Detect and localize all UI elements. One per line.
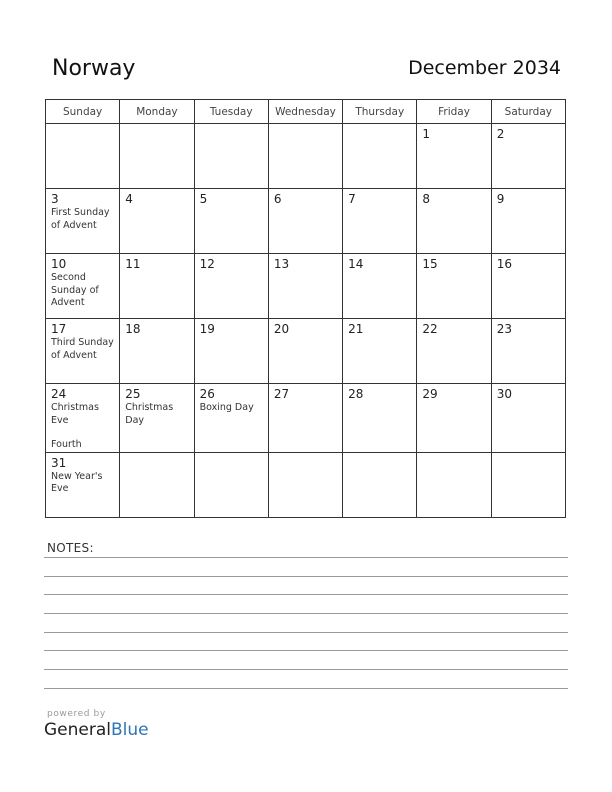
day-cell <box>491 124 565 189</box>
day-number: 7 <box>348 192 356 206</box>
day-number: 29 <box>422 387 438 401</box>
week-row <box>46 254 566 319</box>
day-number: 15 <box>422 257 438 271</box>
note-line <box>44 557 568 558</box>
day-cell <box>343 124 417 189</box>
day-cell <box>417 124 491 189</box>
day-cell <box>343 319 417 384</box>
note-line <box>44 613 568 614</box>
day-cell <box>343 189 417 254</box>
note-line <box>44 576 568 577</box>
weekday-tuesday: Tuesday <box>194 100 268 124</box>
day-number: 26 <box>199 387 215 401</box>
holiday-label: Third Sunday of Advent <box>51 337 114 361</box>
week-row <box>46 452 566 517</box>
week-row <box>46 124 566 189</box>
day-number: 17 <box>51 322 67 336</box>
weekday-header-row <box>46 100 566 124</box>
day-cell <box>417 254 491 319</box>
day-cell <box>46 384 120 453</box>
notes-label: NOTES: <box>47 541 94 555</box>
day-cell <box>194 254 268 319</box>
weekday-sunday: Sunday <box>46 100 120 124</box>
powered-by-text: powered by <box>47 709 106 719</box>
note-line <box>44 650 568 651</box>
day-cell <box>491 254 565 319</box>
day-number: 12 <box>199 257 215 271</box>
week-row <box>46 189 566 254</box>
day-number: 22 <box>422 322 438 336</box>
day-cell <box>343 452 417 517</box>
day-number: 10 <box>51 257 67 271</box>
day-number: 24 <box>51 387 67 401</box>
day-number: 9 <box>496 192 505 206</box>
brand-blue: Blue <box>111 720 149 740</box>
weekday-saturday: Saturday <box>491 100 565 124</box>
day-cell <box>120 384 194 453</box>
week-row <box>46 319 566 384</box>
day-number: 21 <box>348 322 364 336</box>
day-cell <box>343 384 417 453</box>
day-number: 19 <box>199 322 215 336</box>
day-cell <box>417 452 491 517</box>
day-cell <box>46 319 120 384</box>
week-row <box>46 384 566 453</box>
holiday-label: Boxing Day <box>199 402 254 413</box>
note-line <box>44 632 568 633</box>
day-number: 4 <box>125 192 133 206</box>
day-number: 1 <box>422 127 431 141</box>
day-cell <box>268 189 342 254</box>
day-cell <box>268 124 342 189</box>
day-number: 28 <box>348 387 364 401</box>
holiday-label: First Sunday of Advent <box>51 207 110 231</box>
holiday-label: Christmas Day <box>125 402 174 426</box>
day-number: 6 <box>273 192 282 206</box>
day-number: 14 <box>348 257 364 271</box>
day-number: 31 <box>51 455 67 470</box>
day-cell <box>120 319 194 384</box>
day-cell <box>268 319 342 384</box>
day-cell <box>417 384 491 453</box>
day-cell <box>46 124 120 189</box>
weekday-monday: Monday <box>120 100 194 124</box>
day-cell <box>491 452 565 517</box>
day-cell <box>343 254 417 319</box>
holiday-label: Fourth <box>51 439 82 450</box>
day-number: 25 <box>125 387 141 401</box>
day-cell <box>491 384 565 453</box>
day-number: 13 <box>273 257 290 271</box>
brand-general: General <box>44 720 111 740</box>
day-cell <box>46 452 120 517</box>
day-number: 20 <box>273 322 290 336</box>
day-cell <box>120 254 194 319</box>
day-number: 11 <box>125 257 141 271</box>
holiday-label: Second Sunday of Advent <box>51 272 99 308</box>
day-number: 2 <box>496 127 505 141</box>
day-cell <box>194 384 268 453</box>
day-number: 23 <box>496 322 512 336</box>
weekday-friday: Friday <box>417 100 491 124</box>
day-number: 16 <box>496 257 512 271</box>
day-number: 8 <box>422 192 431 206</box>
day-cell <box>268 254 342 319</box>
day-number: 5 <box>199 192 208 206</box>
day-cell <box>194 319 268 384</box>
holiday-label: Christmas Eve <box>51 402 99 426</box>
day-cell <box>268 452 342 517</box>
calendar-grid <box>45 99 566 518</box>
note-line <box>44 688 568 689</box>
country-title: Norway <box>52 56 136 81</box>
day-number: 27 <box>273 387 290 401</box>
day-cell <box>268 384 342 453</box>
day-cell <box>120 124 194 189</box>
holiday-label: New Year's Eve <box>51 470 103 494</box>
day-cell <box>417 319 491 384</box>
day-cell <box>194 124 268 189</box>
day-cell <box>194 189 268 254</box>
note-line <box>44 594 568 595</box>
day-cell <box>120 452 194 517</box>
day-cell <box>120 189 194 254</box>
day-number: 30 <box>496 387 512 401</box>
day-cell <box>417 189 491 254</box>
brand-logo[interactable] <box>44 720 149 740</box>
weekday-thursday: Thursday <box>343 100 417 124</box>
day-number: 3 <box>51 192 59 206</box>
weekday-wednesday: Wednesday <box>268 100 342 124</box>
day-cell <box>46 189 120 254</box>
day-cell <box>491 189 565 254</box>
day-cell <box>491 319 565 384</box>
day-cell <box>46 254 120 319</box>
note-line <box>44 669 568 670</box>
month-title: December 2034 <box>408 57 561 79</box>
day-cell <box>194 452 268 517</box>
day-number: 18 <box>125 322 141 336</box>
